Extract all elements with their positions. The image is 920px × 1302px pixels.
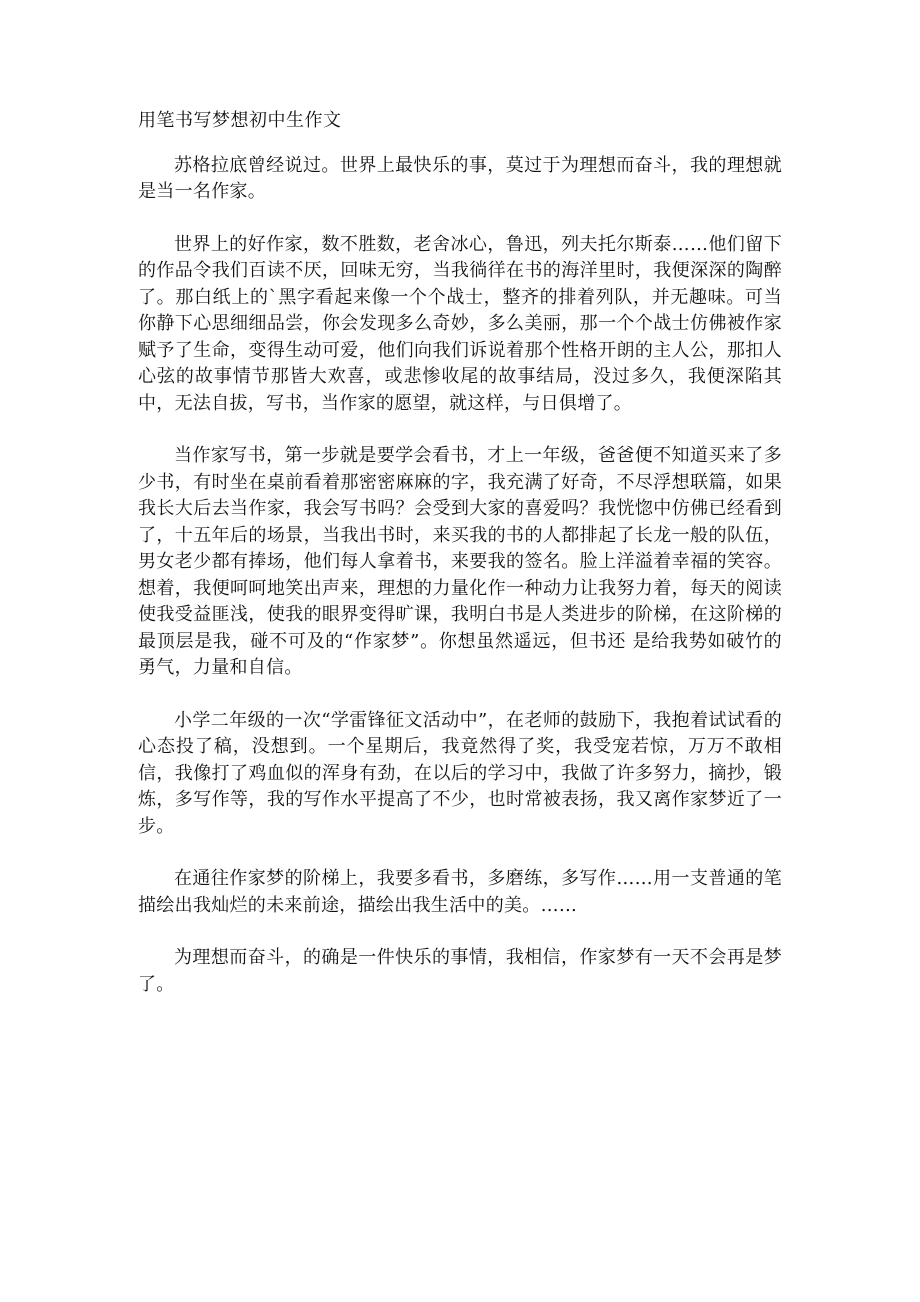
paragraph-3: 当作家写书，第一步就是要学会看书，才上一年级，爸爸便不知道买来了多少书，有时坐在桌前看着那密密麻麻的字，我充满了好奇，不尽浮想联篇，如果我长大后去当作家，我会写书吗？会受到大家的喜爱吗？我恍惚中仿佛已经看到了，十五年后的场景，当我出书时，来买我的书的人都排起了长龙一般的队伍，男女老少都有捧场，他们每人拿着书，来要我的签名。脸上洋溢着幸福的笑容。想着，我便呵呵地笑出声来，理想的力量化作一种动力让我努力着，每天的阅读使我受益匪浅，使我的眼界变得旷课，我明白书是人类进步的阶梯，在这阶梯的最顶层是我，碰不可及的“作家梦”。你想虽然遥远，但书还 是给我势如破竹的勇气，力量和自信。 xyxy=(138,445,782,678)
paragraph-2: 世界上的好作家，数不胜数，老舍冰心，鲁迅，列夫托尔斯泰……他们留下的作品令我们百读不厌，回味无穷，当我徜徉在书的海洋里时，我便深深的陶醉了。那白纸上的`黑字看起来像一个个战士，整齐的排着列队，并无趣味。可当你静下心思细细品尝，你会发现多么奇妙，多么美丽，那一个个战士仿佛被作家赋予了生命，变得生动可爱，他们向我们诉说着那个性格开朗的主人公，那扣人心弦的故事情节那皆大欢喜，或悲惨收尾的故事结局，没过多久，我便深陷其中，无法自拔，写书，当作家的愿望，就这样，与日俱增了。 xyxy=(138,233,782,414)
document-body xyxy=(138,108,782,1024)
paragraph-6: 为理想而奋斗，的确是一件快乐的事情，我相信，作家梦有一天不会再是梦了。 xyxy=(138,947,782,995)
paragraph-4: 小学二年级的一次“学雷锋征文活动中”，在老师的鼓励下，我抱着试试看的心态投了稿，没想到。一个星期后，我竟然得了奖，我受宠若惊，万万不敢相信，我像打了鸡血似的浑身有劲，在以后的学习中，我做了许多努力，摘抄，锻炼，多写作等，我的写作水平提高了不少，也时常被表扬，我又离作家梦近了一步。 xyxy=(138,709,782,837)
document-title: 用笔书写梦想初中生作文 xyxy=(138,110,342,131)
paragraph-1: 苏格拉底曾经说过。世界上最快乐的事，莫过于为理想而奋斗，我的理想就是当一名作家。 xyxy=(138,154,782,202)
paragraph-5: 在通往作家梦的阶梯上，我要多看书，多磨练，多写作……用一支普通的笔描绘出我灿烂的未来前途，描绘出我生活中的美。…… xyxy=(138,868,782,916)
